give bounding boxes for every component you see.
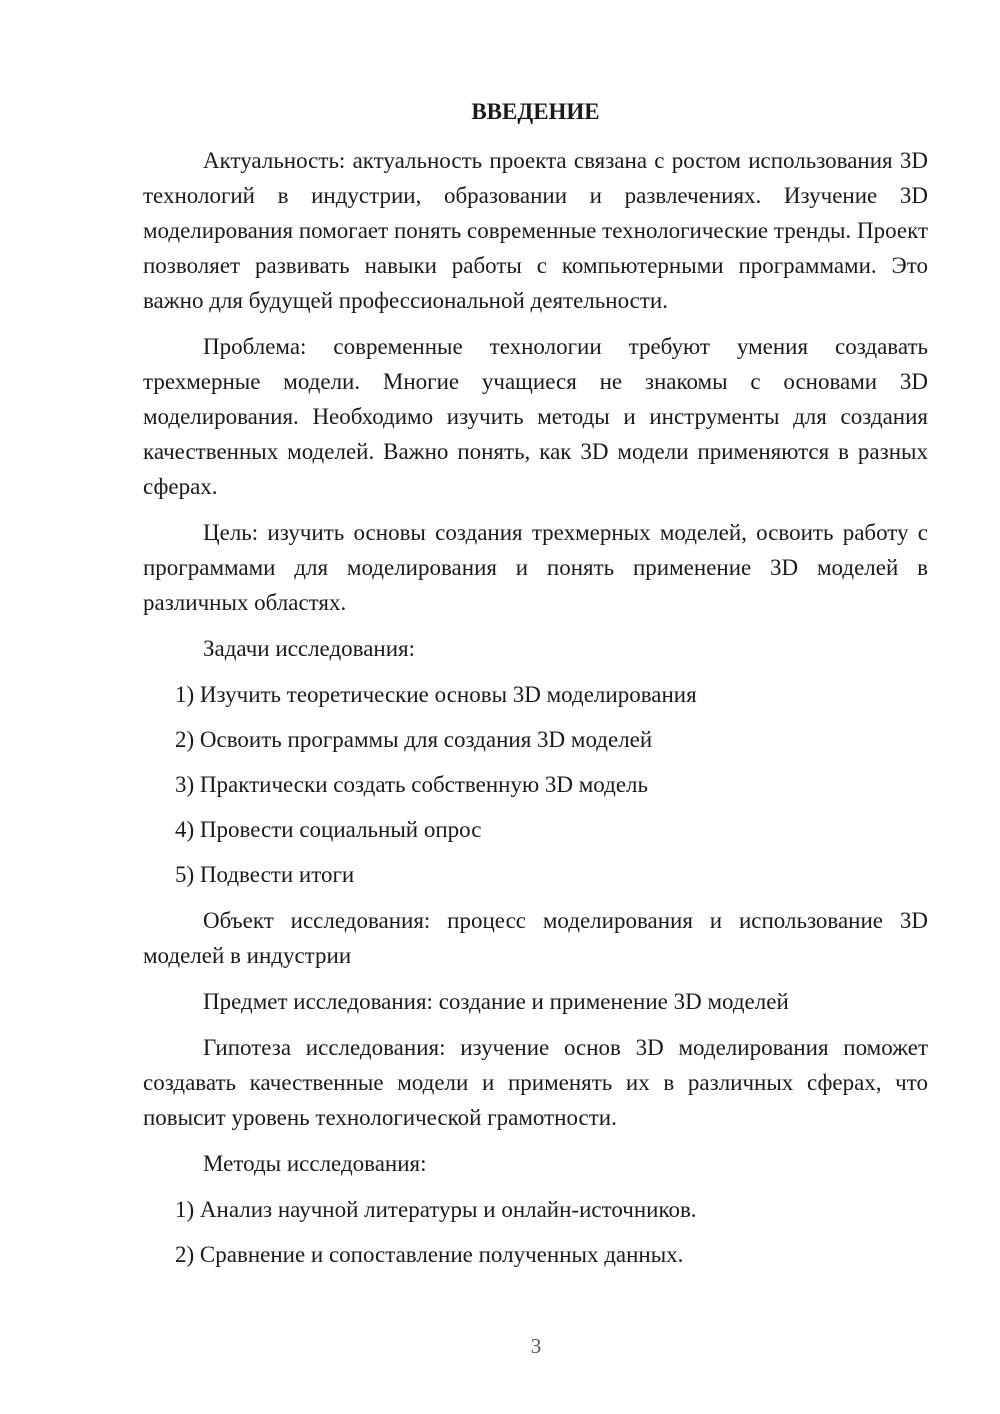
tasks-list — [143, 677, 928, 892]
page-number: 3 — [530, 1334, 542, 1358]
list-item: 1) Анализ научной литературы и онлайн-источников. — [175, 1197, 697, 1222]
hypothesis-paragraph: Гипотеза исследования: изучение основ 3D моделирования поможет создавать качественные модели и применять их в различных сферах, что повысит уровень технологической грамотности. — [143, 1035, 928, 1130]
methods-heading: Методы исследования: — [203, 1151, 427, 1176]
problem-paragraph: Проблема: современные технологии требуют умения создавать трехмерные модели. Многие учащиеся не знакомы с основами 3D моделирования. Необходимо изучить методы и инструменты для создания качественных моделей. Важно понять, как 3D модели применяются в разных сферах. — [143, 334, 928, 499]
tasks-heading: Задачи исследования: — [203, 636, 416, 661]
goal-paragraph: Цель: изучить основы создания трехмерных моделей, освоить работу с программами для моделирования и понять применение 3D моделей в различных областях. — [143, 520, 928, 615]
page-title: ВВЕДЕНИЕ — [471, 99, 600, 124]
list-item: 2) Освоить программы для создания 3D моделей — [175, 727, 653, 752]
list-item: 1) Изучить теоретические основы 3D моделирования — [175, 682, 697, 707]
list-item: 2) Сравнение и сопоставление полученных данных. — [175, 1242, 684, 1267]
object-paragraph: Объект исследования: процесс моделирования и использование 3D моделей в индустрии — [143, 908, 928, 968]
list-item: 4) Провести социальный опрос — [175, 817, 482, 842]
subject-paragraph: Предмет исследования: создание и применение 3D моделей — [203, 989, 789, 1014]
document-body — [143, 94, 928, 1283]
methods-list — [143, 1192, 928, 1272]
list-item: 3) Практически создать собственную 3D модель — [175, 772, 649, 797]
list-item: 5) Подвести итоги — [175, 862, 355, 887]
relevance-paragraph: Актуальность: актуальность проекта связана с ростом использования 3D технологий в индустрии, образовании и развлечениях. Изучение 3D моделирования помогает понять современные технологические тренды. Проект позволяет развивать навыки работы с компьютерными программами. Это важно для будущей профессиональной деятельности. — [143, 148, 928, 313]
